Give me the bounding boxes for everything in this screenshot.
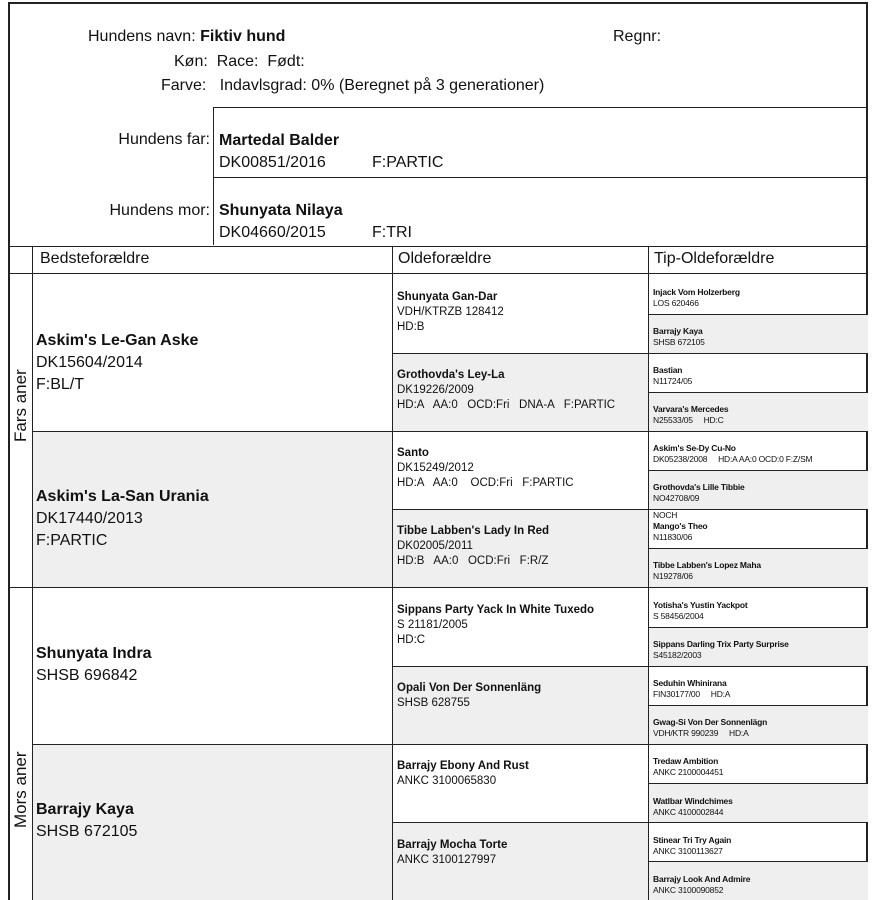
great-grandparent-8 <box>397 838 507 868</box>
gggp-info: ANKC 3100113627 <box>653 846 723 856</box>
grandparent-info: F:PARTIC <box>36 532 108 549</box>
race-label: Race: <box>216 53 259 70</box>
gggp-3 <box>653 365 692 387</box>
regnr-label: Regnr: <box>613 28 662 45</box>
dog-name-row <box>88 28 285 46</box>
fodt-label: Født: <box>267 53 305 70</box>
ggp-info: HD:B AA:0 OCD:Fri F:R/Z <box>397 555 549 567</box>
gggp-12 <box>653 717 767 739</box>
great-grandparent-4 <box>397 524 549 569</box>
ggp-info: SHSB 628755 <box>397 697 470 709</box>
gggp-info: NO42708/09 <box>653 493 700 503</box>
ggp-name: Santo <box>397 447 429 459</box>
grandparent-4 <box>36 799 137 843</box>
great-grandparent-5 <box>397 603 594 648</box>
gggp-info: ANKC 2100004451 <box>653 767 724 777</box>
dam-name: Shunyata Nilaya <box>219 202 343 219</box>
gggp-name: Barrajy Kaya <box>653 326 703 336</box>
gggp-5 <box>653 443 812 465</box>
grandparent-info: DK15604/2014 <box>36 354 143 371</box>
grandparent-name: Askim's La-San Urania <box>36 488 209 505</box>
ggp-info: HD:A AA:0 OCD:Fri DNA-A F:PARTIC <box>397 399 616 411</box>
farve-label: Farve: <box>161 77 207 94</box>
ggp-info: HD:C <box>397 634 426 646</box>
gggp-1 <box>653 287 740 309</box>
grandparent-3 <box>36 643 152 687</box>
gggp-16 <box>653 874 750 896</box>
grandparent-2 <box>36 486 209 552</box>
gggp-4 <box>653 404 728 426</box>
gggp-info: VDH/KTR 990239 HD:A <box>653 728 749 738</box>
gggp-info: FIN30177/00 HD:A <box>653 689 731 699</box>
ggp-info: DK15249/2012 <box>397 462 474 474</box>
grandparent-1 <box>36 330 198 396</box>
gggp-info: N11724/05 <box>653 376 693 386</box>
great-grandparent-2 <box>397 368 615 413</box>
great-grandparent-7 <box>397 759 529 789</box>
gggp-name: Watlbar Windchimes <box>653 796 733 806</box>
gggp-name: Grothovda's Lille Tibbie <box>653 482 745 492</box>
great-grandparent-1 <box>397 290 504 335</box>
inbreeding-text: Indavlsgrad: 0% (Beregnet på 3 generationer) <box>219 77 545 94</box>
sire-reg: DK00851/2016 <box>219 154 326 171</box>
gggp-info: S45182/2003 <box>653 650 702 660</box>
dog-name-value: Fiktiv hund <box>200 28 286 45</box>
gggp-info: SHSB 672105 <box>653 337 705 347</box>
gggp-15 <box>653 835 731 857</box>
sex-race-born-row <box>174 53 305 71</box>
sire-color: F:PARTIC <box>372 154 444 171</box>
gggp-name: Barrajy Look And Admire <box>653 874 751 884</box>
grandparent-info: DK17440/2013 <box>36 510 143 527</box>
grandparent-name: Askim's Le-Gan Aske <box>36 332 199 349</box>
gggp-9 <box>653 600 748 622</box>
ggp-info: S 21181/2005 <box>397 619 468 631</box>
gggp-name: Varvara's Mercedes <box>653 404 729 414</box>
ggp-info: HD:A AA:0 OCD:Fri F:PARTIC <box>397 477 574 489</box>
ggp-info: DK02005/2011 <box>397 540 473 552</box>
sire-name: Martedal Balder <box>219 132 340 149</box>
gggp-7 <box>653 510 707 543</box>
dam-label: Hundens mor: <box>109 202 210 219</box>
ggp-info: DK19226/2009 <box>397 384 474 396</box>
gggp-info: ANKC 4100002844 <box>653 807 724 817</box>
gggp-info: N11830/06 <box>653 532 693 542</box>
col-header-great-grandparents: Oldeforældre <box>398 250 492 267</box>
gggp-prefix: NOCH <box>653 510 678 520</box>
ggp-name: Grothovda's Ley-La <box>397 369 505 381</box>
gggp-info: ANKC 3100090852 <box>653 885 724 895</box>
dam-color: F:TRI <box>372 224 412 241</box>
gggp-info: N19278/06 <box>653 571 693 581</box>
grandparent-name: Barrajy Kaya <box>36 801 134 818</box>
great-grandparent-6 <box>397 681 541 711</box>
ggp-name: Barrajy Mocha Torte <box>397 839 508 851</box>
ggp-info: ANKC 3100065830 <box>397 775 497 787</box>
ggp-name: Sippans Party Yack In White Tuxedo <box>397 604 595 616</box>
side-label-sire-line: Fars aner <box>11 369 30 442</box>
gggp-info: LOS 620466 <box>653 298 699 308</box>
kon-label: Køn: <box>174 53 208 70</box>
gggp-info: S 58456/2004 <box>653 611 704 621</box>
gggp-8 <box>653 560 761 582</box>
gggp-14 <box>653 796 733 818</box>
gggp-2 <box>653 326 705 348</box>
ggp-info: VDH/KTRZB 128412 <box>397 306 504 318</box>
gggp-10 <box>653 639 789 661</box>
gggp-name: Yotisha's Yustin Yackpot <box>653 600 748 610</box>
gggp-name: Seduhin Whinirana <box>653 678 727 688</box>
gggp-name: Mango's Theo <box>653 521 708 531</box>
grandparent-name: Shunyata Indra <box>36 645 152 662</box>
grandparent-info: SHSB 696842 <box>36 667 138 684</box>
ggp-info: ANKC 3100127997 <box>397 854 497 866</box>
gggp-11 <box>653 678 730 700</box>
gggp-info: DK05238/2008 HD:A AA:0 OCD:0 F:Z/SM <box>653 454 813 464</box>
ggp-name: Tibbe Labben's Lady In Red <box>397 525 550 537</box>
ggp-name: Barrajy Ebony And Rust <box>397 760 529 772</box>
gggp-name: Sippans Darling Trix Party Surprise <box>653 639 789 649</box>
gggp-name: Tibbe Labben's Lopez Maha <box>653 560 761 570</box>
ggp-info: HD:B <box>397 321 425 333</box>
dam-reg: DK04660/2015 <box>219 224 326 241</box>
grandparent-info: F:BL/T <box>36 376 85 393</box>
gggp-name: Askim's Se-Dy Cu-No <box>653 443 736 453</box>
gggp-name: Gwag-Si Von Der Sonnenlägn <box>653 717 768 727</box>
color-row <box>161 77 544 95</box>
gggp-13 <box>653 756 723 778</box>
grandparent-info: SHSB 672105 <box>36 823 138 840</box>
gggp-6 <box>653 482 745 504</box>
col-header-grandparents: Bedsteforældre <box>40 250 150 267</box>
gggp-name: Bastian <box>653 365 683 375</box>
gggp-name: Stinear Tri Try Again <box>653 835 732 845</box>
gggp-name: Tredaw Ambition <box>653 756 719 766</box>
sire-label: Hundens far: <box>118 131 210 148</box>
dog-name-label: Hundens navn: <box>88 28 196 45</box>
ggp-name: Opali Von Der Sonnenläng <box>397 682 542 694</box>
gggp-name: Injack Vom Holzerberg <box>653 287 740 297</box>
ggp-name: Shunyata Gan-Dar <box>397 291 498 303</box>
gggp-info: N25533/05 HD:C <box>653 415 724 425</box>
side-label-dam-line: Mors aner <box>11 751 30 828</box>
col-header-great-great-grandparents: Tip-Oldeforældre <box>654 250 775 267</box>
great-grandparent-3 <box>397 446 574 491</box>
